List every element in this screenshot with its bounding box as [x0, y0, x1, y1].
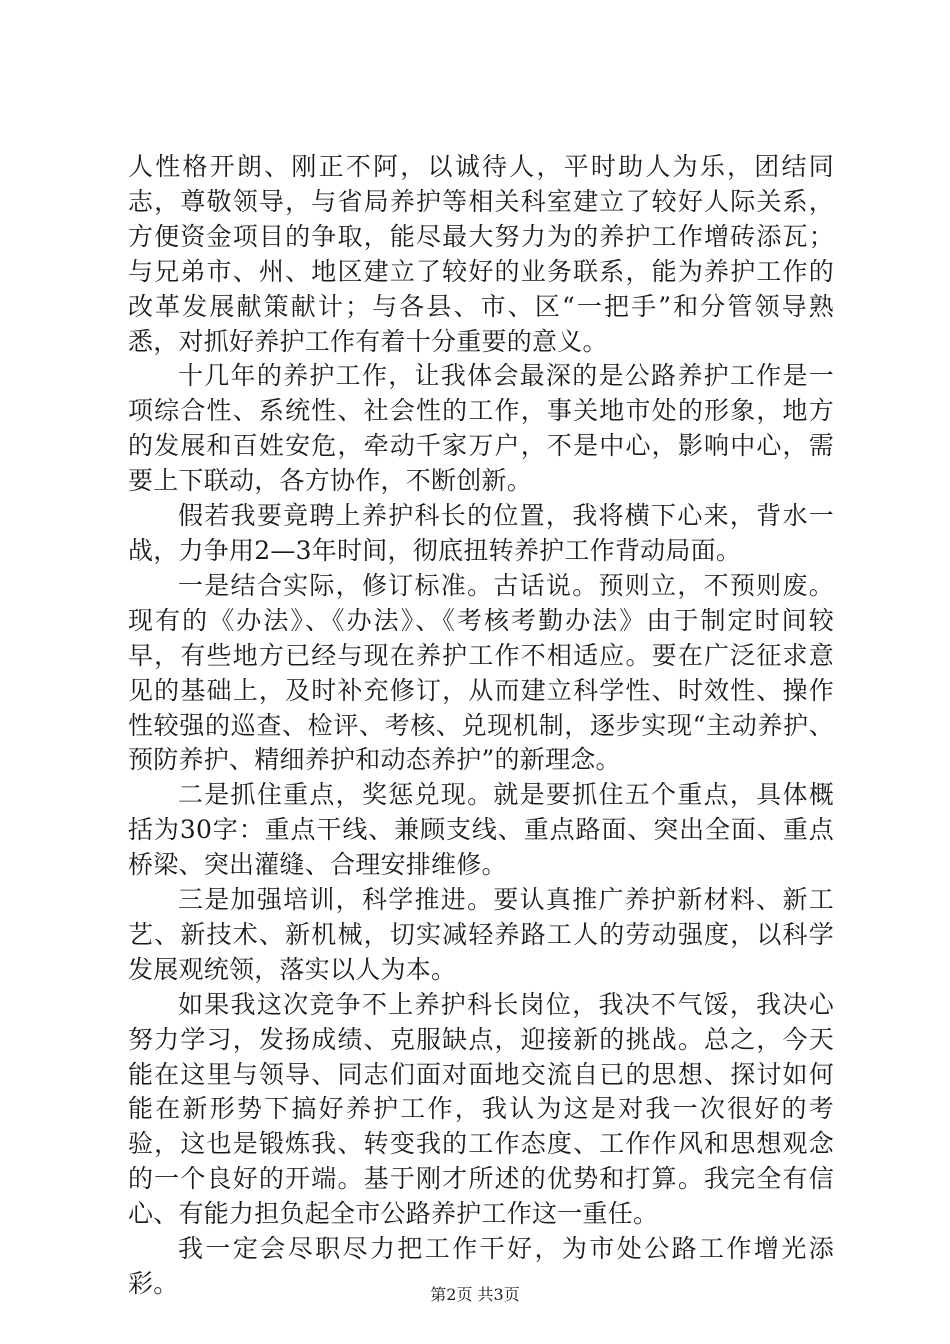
paragraph: 三是加强培训，科学推进。要认真推广养护新材料、新工艺、新技术、新机械，切实减轻养路工人的劳动强度，以科学发展观统领，落实以人为本。: [128, 885, 834, 984]
paragraph: 一是结合实际，修订标准。古话说。预则立，不预则废。现有的《办法》、《办法》、《考核考勤办法》由于制定时间较早，有些地方已经与现在养护工作不相适应。要在广泛征求意见的基础上，及时补充修订，从而建立科学性、时效性、操作性较强的巡查、检评、考核、兑现机制，逐步实现“主动养护、预防养护、精细养护和动态养护”的新理念。: [128, 570, 834, 775]
paragraph: 我一定会尽职尽力把工作干好，为市处公路工作增光添彩。: [128, 1234, 834, 1298]
document-body: [128, 150, 834, 1302]
paragraph: 二是抓住重点，奖惩兑现。就是要抓住五个重点，具体概括为30字：重点干线、兼顾支线、重点路面、突出全面、重点桥梁、突出灌缝、合理安排维修。: [128, 780, 834, 880]
paragraph: 假若我要竟聘上养护科长的位置，我将横下心来，背水一战，力争用2—3年时间，彻底扭转养护工作背动局面。: [128, 501, 834, 565]
paragraph-continuation: 人性格开朗、刚正不阿，以诚待人，平时助人为乐，团结同志，尊敬领导，与省局养护等相关科室建立了较好人际关系，方便资金项目的争取，能尽最大努力为的养护工作增砖添瓦；与兄弟市、州、地区建立了较好的业务联系，能为养护工作的改革发展献策献计；与各县、市、区“一把手”和分管领导熟悉，对抓好养护工作有着十分重要的意义。: [128, 152, 834, 356]
paragraph: 如果我这次竞争不上养护科长岗位，我决不气馁，我决心努力学习，发扬成绩、克服缺点，迎接新的挑战。总之，今天能在这里与领导、同志们面对面地交流自已的思想、探讨如何能在新形势下搞好养护工作，我认为这是对我一次很好的考验，这也是锻炼我、转变我的工作态度、工作作风和思想观念的一个良好的开端。基于刚才所述的优势和打算。我完全有信心、有能力担负起全市公路养护工作这一重任。: [128, 989, 834, 1229]
paragraph: 十几年的养护工作，让我体会最深的是公路养护工作是一项综合性、系统性、社会性的工作，事关地市处的形象，地方的发展和百姓安危，牵动千家万户，不是中心，影响中心，需要上下联动，各方协作，不断创新。: [128, 361, 834, 496]
page-number-footer: 第2页 共3页: [430, 1285, 520, 1304]
